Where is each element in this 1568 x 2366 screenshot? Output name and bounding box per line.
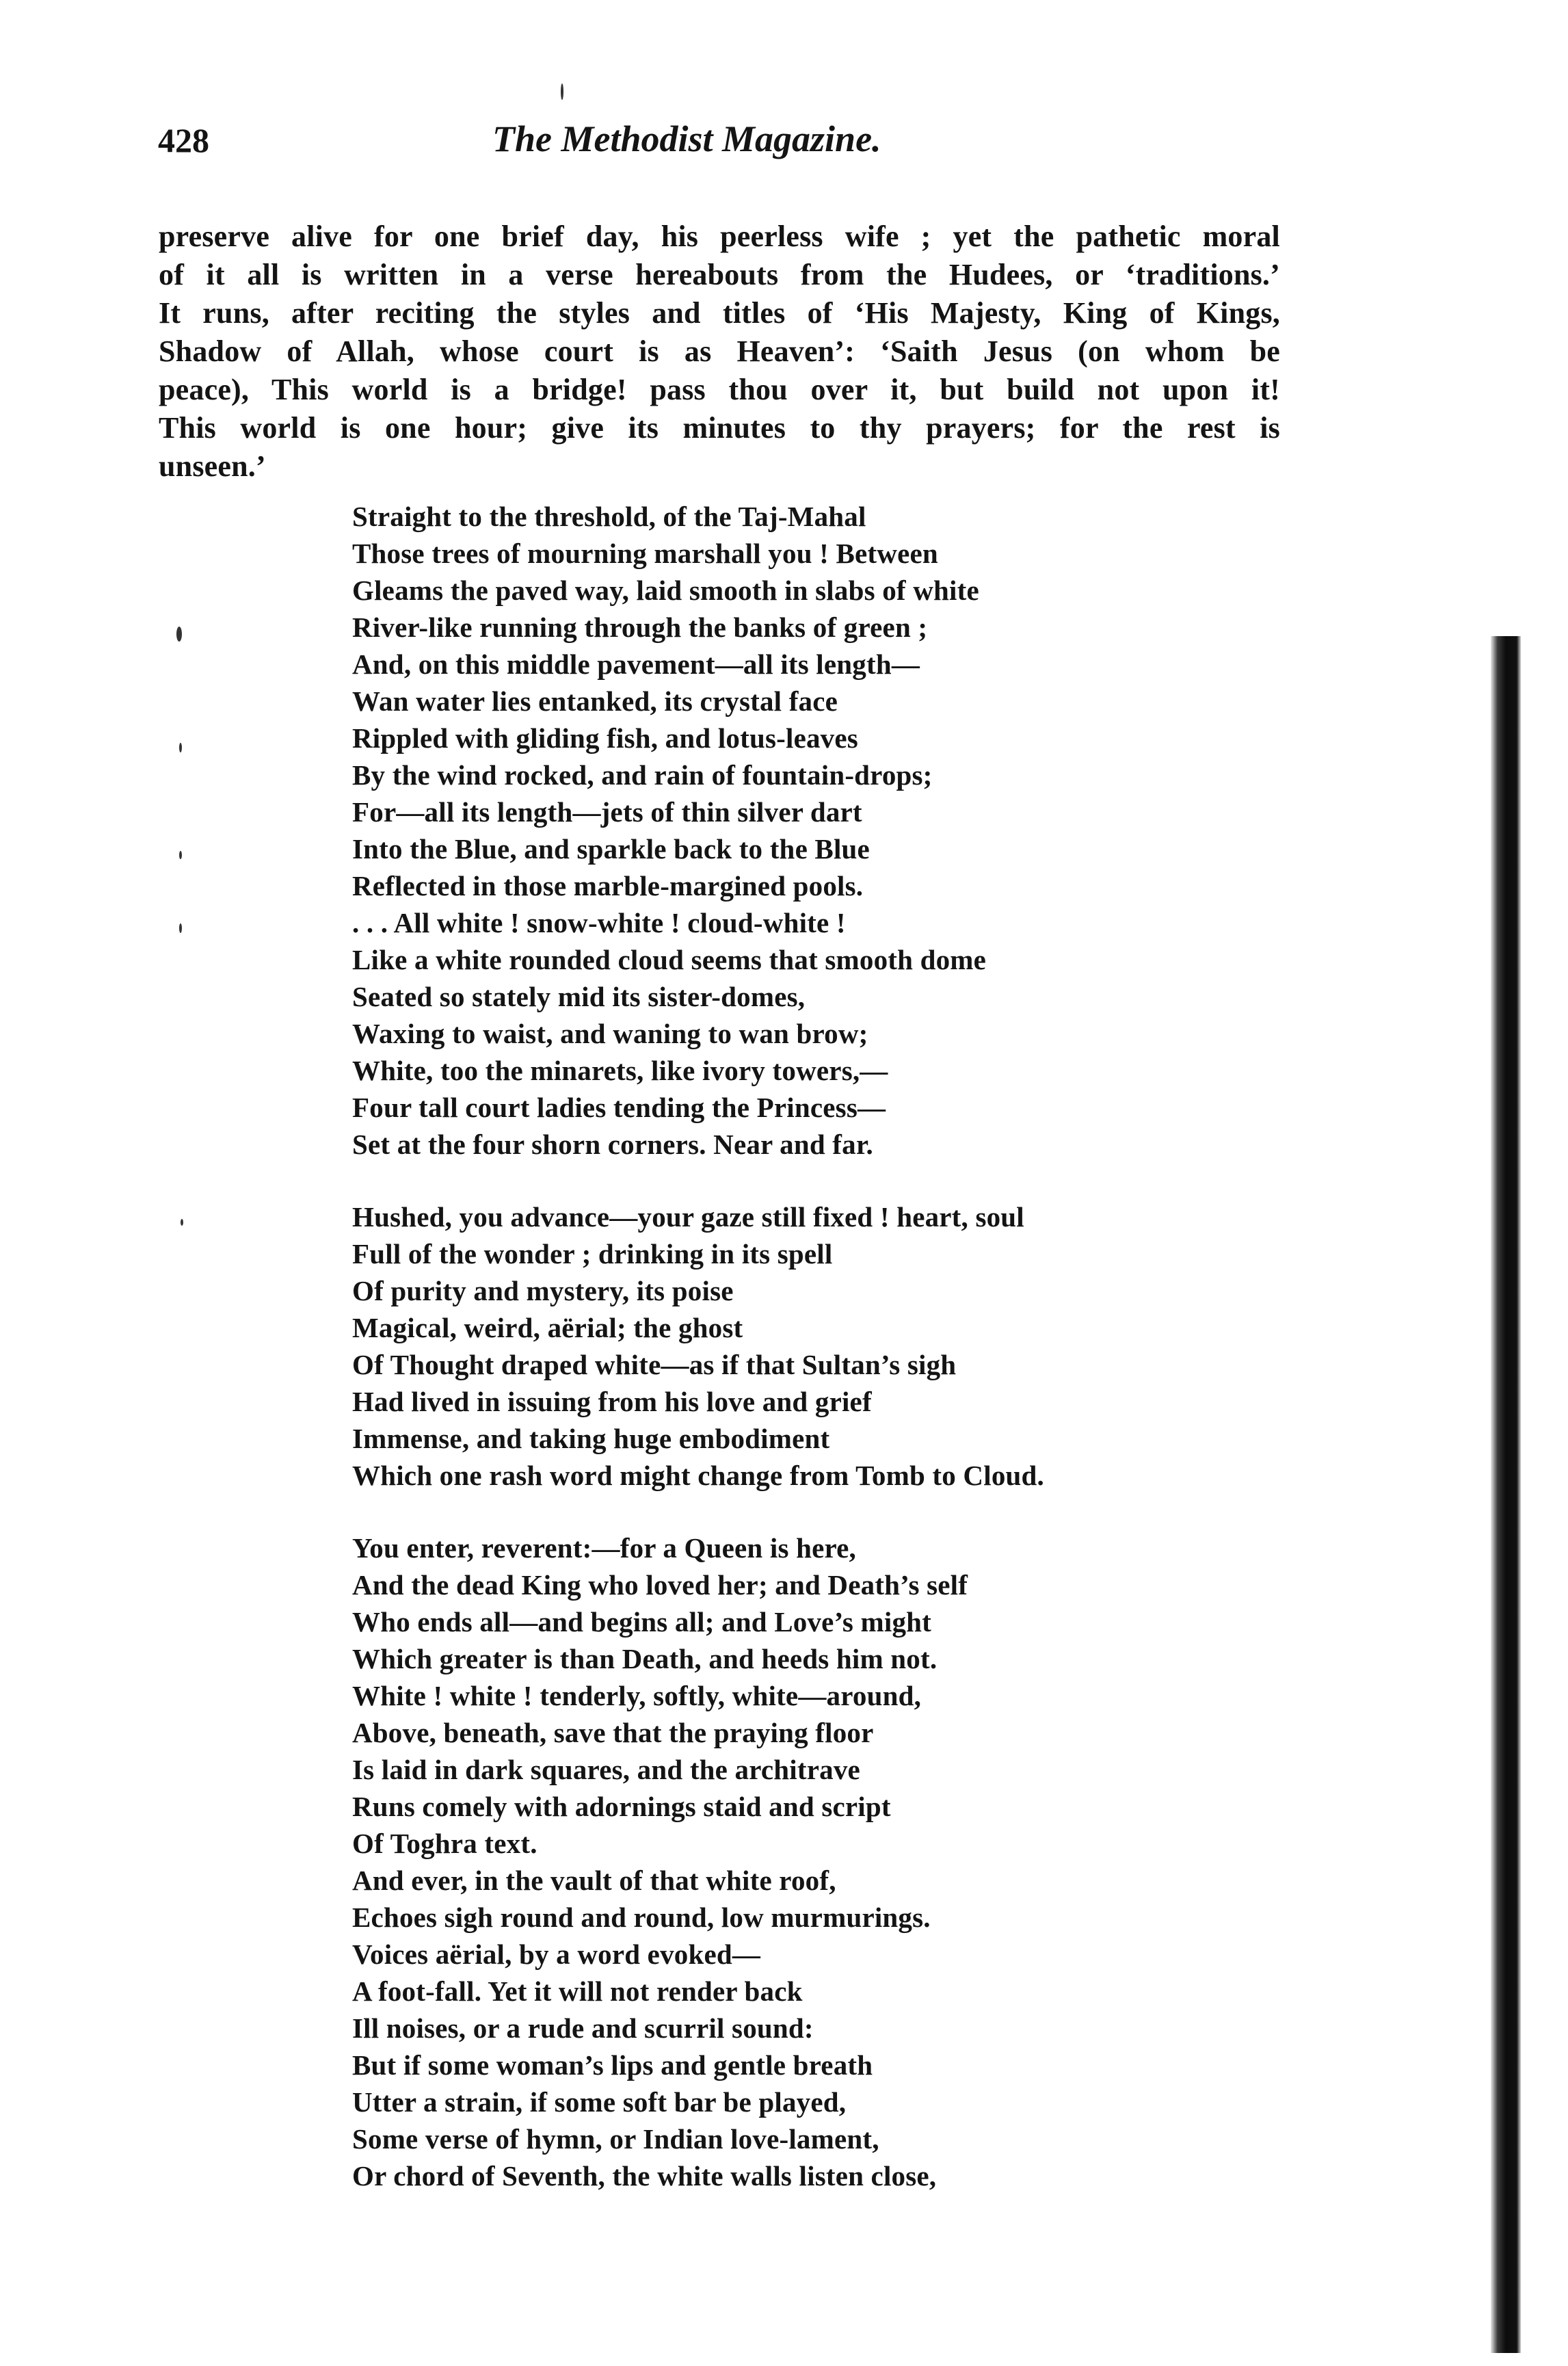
prose-line: Shadow of Allah, whose court is as Heaven’: ‘Saith Jesus (on whom be xyxy=(159,334,1280,368)
margin-mark xyxy=(179,851,182,859)
verse-line: For—all its length—jets of thin silver dart xyxy=(352,796,862,828)
page-number: 428 xyxy=(158,121,209,159)
verse-line: Who ends all—and begins all; and Love’s might xyxy=(352,1606,932,1638)
verse-line: By the wind rocked, and rain of fountain-drops; xyxy=(352,759,933,791)
prose-line: of it all is written in a verse hereabouts from the Hudees, or ‘traditions.’ xyxy=(159,258,1280,291)
verse-line: Gleams the paved way, laid smooth in slabs of white xyxy=(352,575,979,606)
verse-line: Those trees of mourning marshall you ! Between xyxy=(352,538,938,569)
verse-line: Magical, weird, aërial; the ghost xyxy=(352,1312,743,1343)
verse-line: Some verse of hymn, or Indian love-lament, xyxy=(352,2123,879,2155)
verse-line: Seated so stately mid its sister-domes, xyxy=(352,981,806,1012)
margin-mark xyxy=(181,1219,183,1226)
verse-line: Is laid in dark squares, and the architrave xyxy=(352,1754,860,1785)
margin-mark xyxy=(179,743,182,752)
verse-line: Set at the four shorn corners. Near and far. xyxy=(352,1129,873,1160)
verse-line: Above, beneath, save that the praying floor xyxy=(352,1717,874,1748)
verse-line: Hushed, you advance—your gaze still fixed ! heart, soul xyxy=(352,1201,1024,1233)
verse-line: Echoes sigh round and round, low murmurings. xyxy=(352,1902,931,1933)
verse-line: Immense, and taking huge embodiment xyxy=(352,1423,830,1454)
verse-line: White, too the minarets, like ivory towers,— xyxy=(352,1055,888,1086)
verse-line: . . . All white ! snow-white ! cloud-white ! xyxy=(352,907,846,938)
poem-stanza xyxy=(352,498,1255,1163)
running-head: The Methodist Magazine. xyxy=(492,118,881,159)
verse-line: Four tall court ladies tending the Princess— xyxy=(352,1092,886,1123)
verse-line: Which one rash word might change from Tomb to Cloud. xyxy=(352,1460,1044,1491)
verse-line: Of Thought draped white—as if that Sultan’s sigh xyxy=(352,1349,957,1380)
poem xyxy=(352,498,1255,2230)
verse-line: And ever, in the vault of that white roof, xyxy=(352,1865,836,1896)
verse-line: Full of the wonder ; drinking in its spell xyxy=(352,1238,833,1270)
verse-line: Ill noises, or a rude and scurril sound: xyxy=(352,2012,814,2044)
prose-paragraph xyxy=(159,218,1280,486)
verse-line: Which greater is than Death, and heeds him not. xyxy=(352,1643,938,1674)
verse-line: Utter a strain, if some soft bar be played, xyxy=(352,2086,847,2118)
prose-line: It runs, after reciting the styles and titles of ‘His Majesty, King of Kings, xyxy=(159,296,1280,330)
prose-line: preserve alive for one brief day, his peerless wife ; yet the pathetic moral xyxy=(159,220,1280,253)
verse-line: Into the Blue, and sparkle back to the Blue xyxy=(352,833,870,865)
verse-line: And the dead King who loved her; and Death’s self xyxy=(352,1569,968,1601)
poem-stanza xyxy=(352,1198,1255,1494)
verse-line: A foot-fall. Yet it will not render back xyxy=(352,1975,803,2007)
verse-line: Reflected in those marble-margined pools. xyxy=(352,870,864,902)
page-edge-shadow xyxy=(1491,636,1521,2353)
verse-line: Voices aërial, by a word evoked— xyxy=(352,1938,761,1970)
verse-line: Waxing to waist, and waning to wan brow; xyxy=(352,1018,868,1049)
verse-line: And, on this middle pavement—all its length— xyxy=(352,648,920,680)
verse-line: But if some woman’s lips and gentle breath xyxy=(352,2049,873,2081)
poem-stanza xyxy=(352,1529,1255,2194)
verse-line: You enter, reverent:—for a Queen is here, xyxy=(352,1532,856,1564)
verse-line: Of Toghra text. xyxy=(352,1828,537,1859)
prose-line: This world is one hour; give its minutes to thy prayers; for the rest is xyxy=(159,411,1280,445)
margin-mark xyxy=(561,83,563,100)
margin-mark xyxy=(179,923,182,933)
verse-line: Straight to the threshold, of the Taj-Mahal xyxy=(352,501,866,532)
verse-line: Runs comely with adornings staid and script xyxy=(352,1791,891,1822)
verse-line: Had lived in issuing from his love and grief xyxy=(352,1386,872,1417)
margin-mark xyxy=(176,627,182,642)
verse-line: River-like running through the banks of green ; xyxy=(352,612,928,643)
prose-line: peace), This world is a bridge! pass thou over it, but build not upon it! xyxy=(159,373,1280,406)
verse-line: Or chord of Seventh, the white walls listen close, xyxy=(352,2160,937,2192)
prose-line: unseen.’ xyxy=(159,449,266,483)
verse-line: White ! white ! tenderly, softly, white—around, xyxy=(352,1680,922,1711)
verse-line: Rippled with gliding fish, and lotus-leaves xyxy=(352,722,858,754)
verse-line: Wan water lies entanked, its crystal face xyxy=(352,685,838,717)
verse-line: Like a white rounded cloud seems that smooth dome xyxy=(352,944,987,975)
verse-line: Of purity and mystery, its poise xyxy=(352,1275,734,1306)
